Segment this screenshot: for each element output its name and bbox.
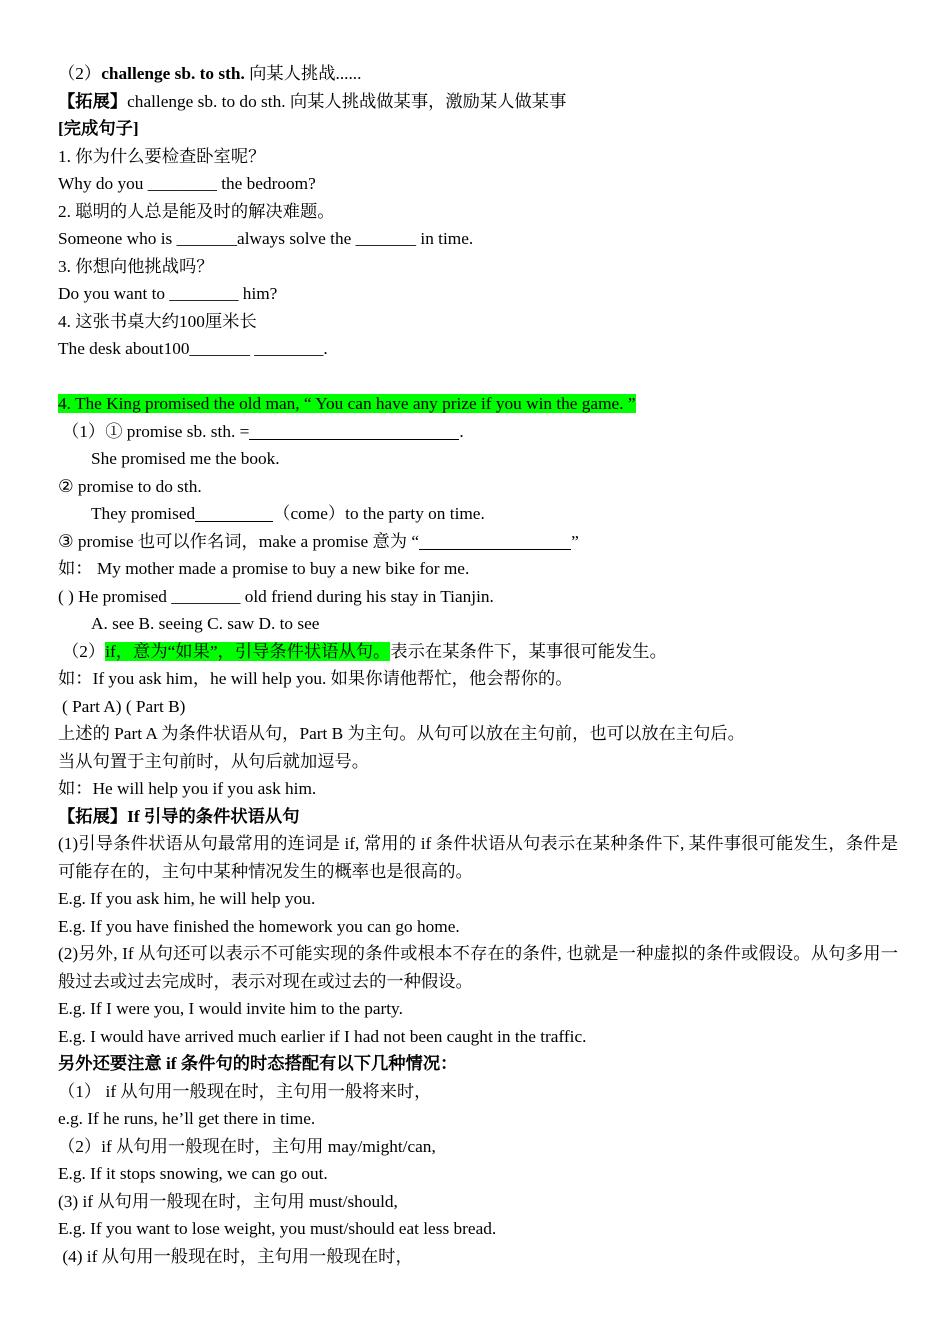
exercise-1-en: Why do you ________ the bedroom? bbox=[58, 174, 316, 193]
line-extension-1: 【拓展】challenge sb. to do sth. 向某人挑战做某事，激励某人做某事 bbox=[58, 91, 567, 111]
tense-case-3: (3) if 从句用一般现在时，主句用 must/should, bbox=[58, 1191, 398, 1211]
spacer bbox=[58, 363, 898, 391]
if-rule-2-example-b: E.g. I would have arrived much earlier if I had not been caught in the traffic. bbox=[58, 1026, 587, 1046]
if-explanation-2: 当从句置于主句前时，从句后就加逗号。 bbox=[58, 751, 370, 771]
promise-usage-2: ② promise to do sth. bbox=[58, 476, 202, 496]
answer-blank bbox=[195, 503, 273, 522]
promise-question: ( ) He promised ________ old friend during his stay in Tianjin. bbox=[58, 586, 494, 606]
tense-case-1: （1） if 从句用一般现在时，主句用一般将来时， bbox=[58, 1081, 432, 1101]
exercise-1-zh: 1. 你为什么要检查卧室呢？ bbox=[58, 146, 266, 166]
if-explanation-1: 上述的 Part A 为条件状语从句，Part B 为主句。从句可以放在主句前，也可以放在主句后。 bbox=[58, 724, 745, 743]
promise-usage-3: ③ promise 也可以作名词，make a promise 意为 “ ” bbox=[58, 531, 579, 551]
tense-case-2: （2）if 从句用一般现在时，主句用 may/might/can, bbox=[58, 1136, 436, 1156]
answer-blank bbox=[419, 531, 571, 550]
exercise-4-en: The desk about100_______ ________. bbox=[58, 339, 328, 358]
if-rule-1-example-b: E.g. If you have finished the homework you can go home. bbox=[58, 916, 460, 936]
tense-case-3-example: E.g. If you want to lose weight, you must/should eat less bread. bbox=[58, 1219, 497, 1238]
exercise-4-zh: 4. 这张书桌大约100厘米长 bbox=[58, 311, 257, 331]
line-challenge-heading: （2）challenge sb. to sth. 向某人挑战...... bbox=[58, 64, 362, 83]
promise-usage-1: （1）① promise sb. sth. = . bbox=[62, 421, 464, 441]
promise-example-1: She promised me the book. bbox=[91, 449, 280, 468]
promise-example-2: They promised （come）to the party on time. bbox=[91, 504, 485, 523]
exercise-2-en: Someone who is _______always solve the _______ in time. bbox=[58, 229, 474, 248]
if-usage-heading: （2）if，意为“如果”，引导条件状语从句。表示在某条件下，某事很可能发生。 bbox=[62, 641, 667, 661]
answer-blank bbox=[249, 421, 459, 440]
exercise-3-en: Do you want to ________ him? bbox=[58, 284, 278, 303]
promise-example-3: 如： My mother made a promise to buy a new bike for me. bbox=[58, 559, 470, 578]
tense-case-4: (4) if 从句用一般现在时，主句用一般现在时， bbox=[58, 1246, 413, 1266]
if-rule-2: (2)另外, If 从句还可以表示不可能实现的条件或根本不存在的条件, 也就是一种虚拟的条件或假设。从句多用一般过去或过去完成时，表示对现在或过去的一种假设。 bbox=[58, 944, 898, 991]
tense-case-2-example: E.g. If it stops snowing, we can go out. bbox=[58, 1164, 328, 1183]
if-rule-1-example-a: E.g. If you ask him, he will help you. bbox=[58, 889, 316, 908]
section-complete-sentences: [完成句子] bbox=[58, 119, 139, 138]
document-page bbox=[58, 60, 898, 1270]
tense-case-1-example: e.g. If he runs, he’ll get there in time. bbox=[58, 1109, 316, 1128]
if-rule-2-example-a: E.g. If I were you, I would invite him to the party. bbox=[58, 999, 403, 1018]
if-example-1: 如：If you ask him，he will help you. 如果你请他帮忙，他会帮你的。 bbox=[58, 669, 573, 688]
if-example-2: 如：He will help you if you ask him. bbox=[58, 779, 317, 798]
tense-note-heading: 另外还要注意 if 条件句的时态搭配有以下几种情况： bbox=[58, 1054, 458, 1073]
if-parts-label: ( Part A) ( Part B) bbox=[62, 696, 186, 716]
promise-options: A. see B. seeing C. saw D. to see bbox=[91, 614, 320, 633]
key-sentence-4: 4. The King promised the old man, “ You can have any prize if you win the game. ” bbox=[58, 394, 636, 413]
extension-if-heading: 【拓展】If 引导的条件状语从句 bbox=[58, 806, 300, 826]
exercise-3-zh: 3. 你想向他挑战吗？ bbox=[58, 256, 214, 276]
if-rule-1: (1)引导条件状语从句最常用的连词是 if, 常用的 if 条件状语从句表示在某种条件下, 某件事很可能发生，条件是可能存在的，主句中某种情况发生的概率也是很高的。 bbox=[58, 834, 898, 881]
exercise-2-zh: 2. 聪明的人总是能及时的解决难题。 bbox=[58, 201, 335, 221]
